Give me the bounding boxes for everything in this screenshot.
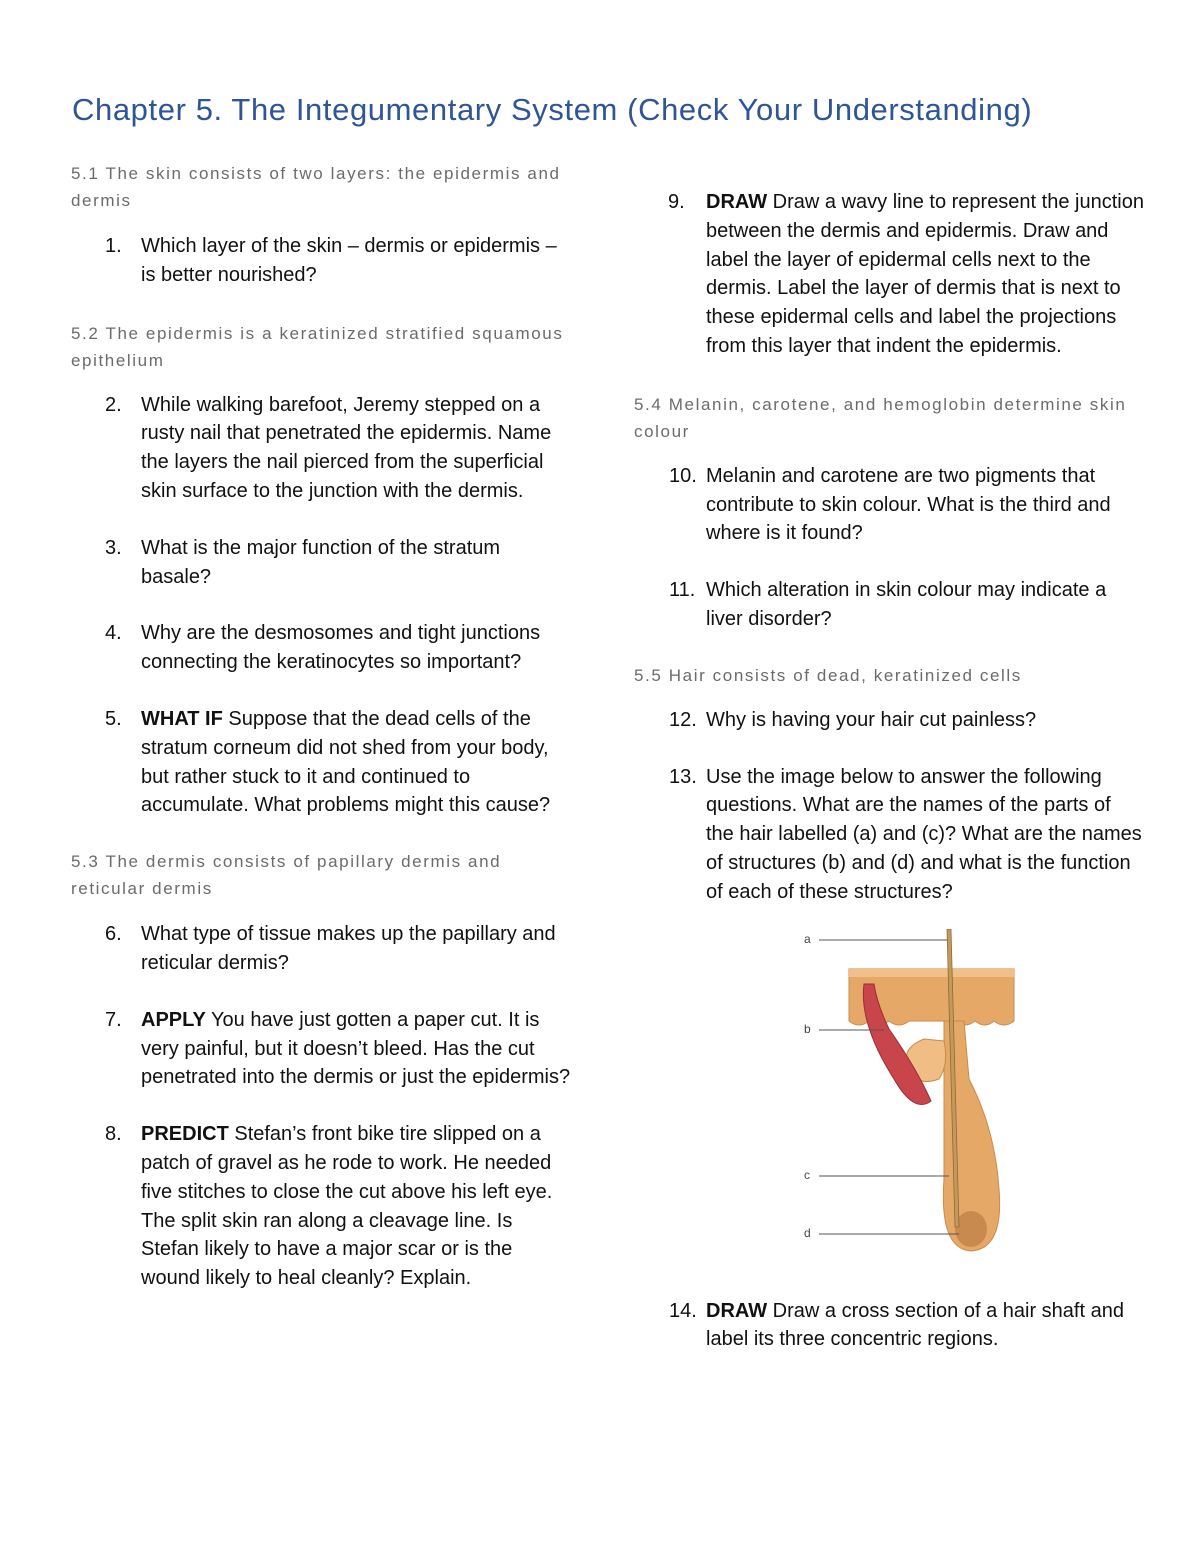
question: 4. Why are the desmosomes and tight junctions connecting the keratinocytes so important? <box>105 622 541 674</box>
question: 13. Use the image below to answer the following questions. What are the names of the parts of the hair labelled (a) and (c)? What are the names of structures (b) and (d) and what is the function of each of these structures? <box>669 765 1142 903</box>
page-title: Chapter 5. The Integumentary System (Check Your Understanding) <box>72 92 1033 127</box>
label-b: b <box>804 1021 811 1036</box>
question: 10. Melanin and carotene are two pigments that contribute to skin colour. What is the third and where is it found? <box>669 464 1111 545</box>
question: 3. What is the major function of the stratum basale? <box>105 536 501 588</box>
section-heading: 5.4 Melanin, carotene, and hemoglobin determine skin colour <box>634 394 1127 441</box>
question: 6. What type of tissue makes up the papillary and reticular dermis? <box>105 923 556 974</box>
section-heading: 5.3 The dermis consists of papillary dermis and reticular dermis <box>71 852 502 899</box>
section-heading: 5.1 The skin consists of two layers: the epidermis and dermis <box>71 164 561 210</box>
question: 9. DRAW Draw a wavy line to represent the junction between the dermis and epidermis. Draw and label the layer of epidermal cells next to the dermis. Label the layer of dermis that is next to these epidermal cells and label the projections from this layer that indent the epidermis. <box>668 191 1144 357</box>
question: 2. While walking barefoot, Jeremy stepped on a rusty nail that penetrated the epidermis. Name the layers the nail pierced from the superficial skin surface to the junction with the dermis. <box>105 393 552 502</box>
right-column <box>634 188 1144 1354</box>
question: 14. DRAW Draw a cross section of a hair shaft and label its three concentric regions. <box>669 1299 1124 1351</box>
left-column <box>71 160 571 1293</box>
label-c: c <box>804 1167 810 1182</box>
question: 7. APPLY You have just gotten a paper cut. It is very painful, but it doesn’t bleed. Has the cut penetrated into the dermis or just the epidermis? <box>105 1008 571 1089</box>
hair-bulb <box>955 1211 987 1247</box>
question: 1. Which layer of the skin – dermis or epidermis – is better nourished? <box>105 235 557 286</box>
question: 11. Which alteration in skin colour may indicate a liver disorder? <box>669 579 1107 630</box>
hair-follicle-diagram <box>799 929 1099 1259</box>
question: 8. PREDICT Stefan’s front bike tire slipped on a patch of gravel as he rode to work. He needed five stitches to close the cut above his left eye. The split skin ran along a cleavage line. Is Stefan likely to have a major scar or is the wound likely to heal cleanly? Explain. <box>105 1123 553 1290</box>
label-a: a <box>804 931 811 946</box>
skin-surface <box>849 969 1014 977</box>
section-heading: 5.5 Hair consists of dead, keratinized cells <box>634 665 1022 685</box>
question: 12. Why is having your hair cut painless? <box>669 708 1037 731</box>
question: 5. WHAT IF Suppose that the dead cells of the stratum corneum did not shed from your body, but rather stuck to it and continued to accumulate. What problems might this cause? <box>105 707 551 817</box>
hair-follicle-illustration <box>799 929 1099 1259</box>
label-d: d <box>804 1225 811 1240</box>
section-heading: 5.2 The epidermis is a keratinized stratified squamous epithelium <box>71 323 564 370</box>
